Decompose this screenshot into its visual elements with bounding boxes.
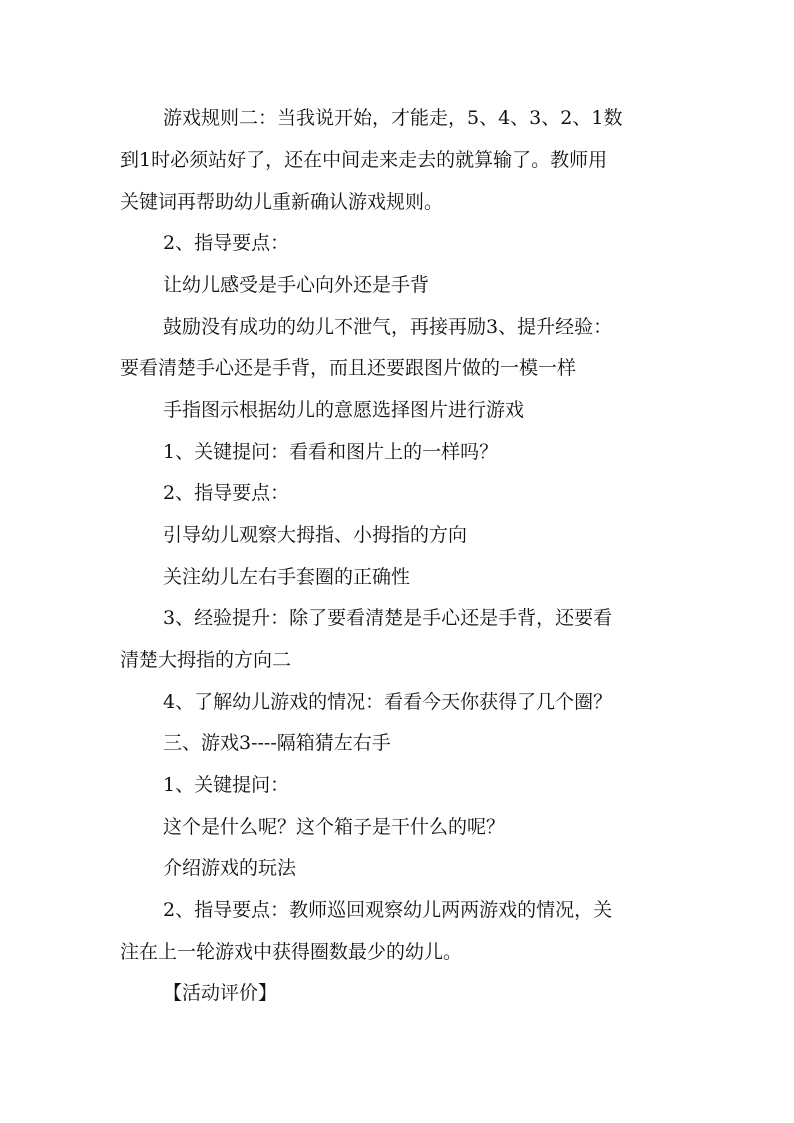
text-line-17: 1、关键提问： bbox=[163, 774, 290, 796]
text-line-21: 注在上一轮游戏中获得圈数最少的幼儿。 bbox=[120, 941, 463, 963]
text-line-10: 2、指导要点： bbox=[163, 482, 290, 504]
text-line-1: 游戏规则二：当我说开始，才能走，5、4、3、2、1数 bbox=[163, 107, 623, 129]
text-line-11: 引导幼儿观察大拇指、小拇指的方向 bbox=[163, 524, 468, 546]
section-heading-activity-evaluation: 【活动评价】 bbox=[163, 982, 278, 1004]
text-line-8: 手指图示根据幼儿的意愿选择图片进行游戏 bbox=[163, 399, 525, 421]
text-line-20: 2、指导要点：教师巡回观察幼儿两两游戏的情况，关 bbox=[163, 899, 613, 921]
text-line-5: 让幼儿感受是手心向外还是手背 bbox=[163, 274, 430, 296]
text-line-9: 1、关键提问：看看和图片上的一样吗？ bbox=[163, 441, 499, 463]
text-line-7: 要看清楚手心还是手背，而且还要跟图片做的一模一样 bbox=[120, 357, 577, 379]
text-line-4: 2、指导要点： bbox=[163, 232, 290, 254]
text-line-6: 鼓励没有成功的幼儿不泄气，再接再励3、提升经验： bbox=[163, 316, 613, 338]
text-line-18: 这个是什么呢？这个箱子是干什么的呢？ bbox=[163, 816, 506, 838]
text-line-2: 到1时必须站好了，还在中间走来走去的就算输了。教师用 bbox=[120, 149, 608, 171]
text-line-12: 关注幼儿左右手套圈的正确性 bbox=[163, 566, 411, 588]
text-line-14: 清楚大拇指的方向二 bbox=[120, 649, 292, 671]
text-line-16: 三、游戏3----隔箱猜左右手 bbox=[163, 732, 391, 754]
text-line-13: 3、经验提升：除了要看清楚是手心还是手背，还要看 bbox=[163, 607, 613, 629]
text-line-3: 关键词再帮助幼儿重新确认游戏规则。 bbox=[120, 191, 444, 213]
text-line-15: 4、了解幼儿游戏的情况：看看今天你获得了几个圈？ bbox=[163, 691, 613, 713]
text-line-19: 介绍游戏的玩法 bbox=[163, 857, 297, 879]
